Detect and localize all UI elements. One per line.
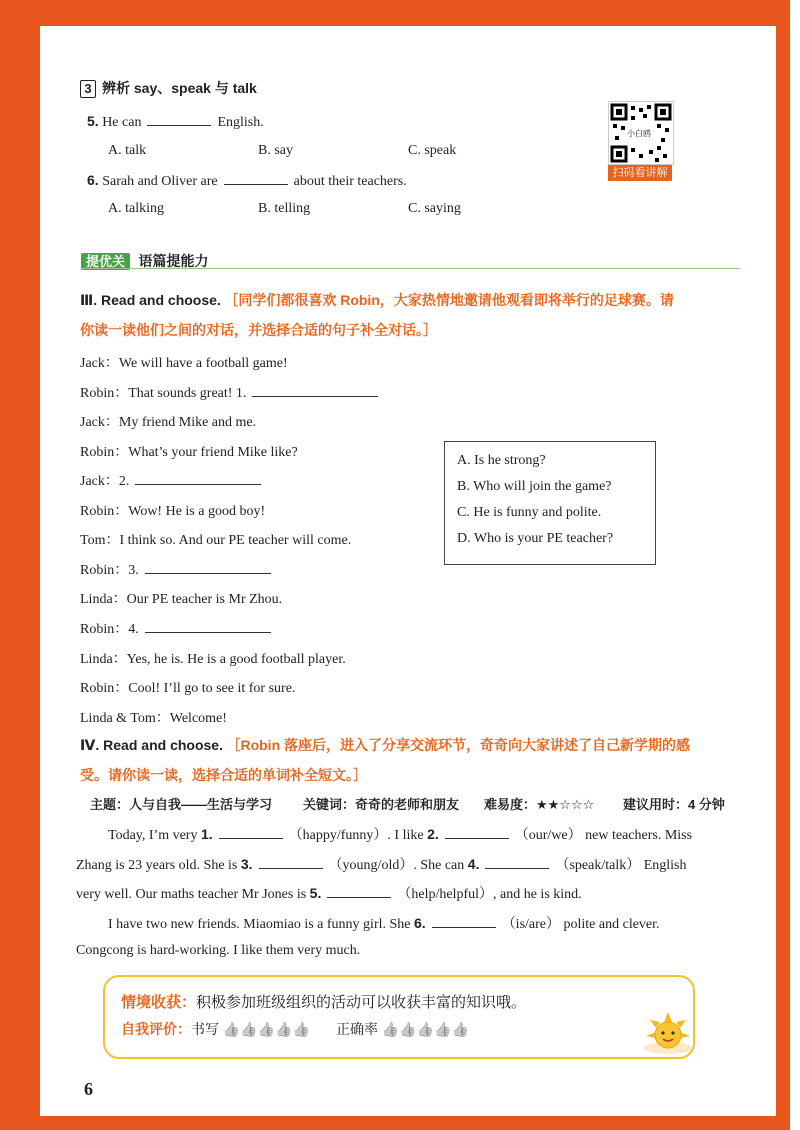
harvest-text: 积极参加班级组织的活动可以收获丰富的知识哦。 [196,994,527,1011]
dialogue-line: Tom：I think so. And our PE teacher will come. [80,533,352,548]
passage-text: Today, I’m very [108,828,201,843]
passage-line [108,824,692,844]
passage-line: Congcong is hard-working. I like them very much. [76,943,361,958]
passage-text: （our/we） new teachers. Miss [514,828,693,843]
dialogue-line: Linda：Yes, he is. He is a good football player. [80,652,346,667]
dialogue-line [80,559,277,579]
qr-code-icon[interactable] [608,101,674,165]
question-text: about their teachers. [293,174,407,189]
answer-blank[interactable] [445,826,509,839]
meta-time: 建议用时：4 分钟 [623,797,725,812]
passage-text: very well. Our maths teacher Mr Jones is [76,887,310,902]
writing-thumbs-icon[interactable]: 👍👍👍👍👍 [222,1021,311,1037]
answer-blank[interactable] [259,856,323,869]
accuracy-thumbs-icon[interactable]: 👍👍👍👍👍 [381,1021,470,1037]
q5-option-b[interactable]: B. say [258,143,293,158]
dialogue-line: Jack：My friend Mike and me. [80,415,257,430]
level-title: 语篇提能力 [138,253,209,269]
part3-instruction-line1 [80,290,674,310]
answer-blank[interactable] [135,472,261,485]
blank-number: 3. [240,856,253,872]
part3-instr2: 你读一读他们之间的对话，并选择合适的句子补全对话。］ [80,322,437,338]
answer-blank[interactable] [485,856,549,869]
answer-blank[interactable] [147,113,211,126]
q6-option-b[interactable]: B. telling [258,201,311,216]
meta-keywords: 关键词：奇奇的老师和朋友 [303,797,460,812]
question-number: 5. [87,113,99,129]
section3-number: 3 [80,80,96,98]
option-a[interactable]: A. Is he strong? [457,453,546,468]
self-eval-label: 自我评价： [121,1021,191,1037]
blank-number: 1. [200,826,213,842]
option-d[interactable]: D. Who is your PE teacher? [457,531,614,546]
orange-frame-top [0,0,790,26]
accuracy-label: 正确率 [335,1021,378,1037]
sun-mascot-icon [642,1010,694,1056]
passage-text: （speak/talk） English [555,858,687,873]
blank-number: 6. [414,915,426,931]
writing-label: 书写 [191,1021,219,1037]
passage-line [76,854,687,874]
part4-instr1: ［Robin 落座后，进入了分享交流环节，奇奇向大家讲述了自己新学期的感 [226,737,691,753]
dialogue-line: Robin：Wow! He is a good boy! [80,504,266,519]
qr-label: 扫码看讲解 [608,165,672,181]
part3-instr1: ［同学们都很喜欢 Robin，大家热情地邀请他观看即将举行的足球赛。请 [224,292,674,308]
section-divider [80,268,740,269]
dialogue-text: Robin：3. [80,563,139,578]
passage-text: I have two new friends. Miaomiao is a funny girl. She [108,917,414,932]
answer-blank[interactable] [252,384,378,397]
answer-blank[interactable] [432,915,496,928]
dialogue-line [80,382,384,402]
q6-option-c[interactable]: C. saying [408,201,461,216]
section3-title: 辨析 say、speak 与 talk [102,80,257,96]
answer-blank[interactable] [224,172,288,185]
blank-number: 5. [309,885,322,901]
meta-theme: 主题：人与自我——生活与学习 [90,797,273,812]
passage-text: （is/are） polite and clever. [501,917,660,932]
meta-difficulty: 难易度：★★☆☆☆ [484,797,595,812]
blank-number: 2. [427,826,439,842]
q6-option-a[interactable]: A. talking [108,201,164,216]
section3-heading [80,78,257,98]
harvest-box [103,975,695,1059]
passage-text: （young/old）. She can [328,858,468,873]
part4-instruction-line1 [80,735,690,755]
dialogue-line: Linda：Our PE teacher is Mr Zhou. [80,592,283,607]
passage-line [108,913,660,933]
option-b[interactable]: B. Who will join the game? [457,479,612,494]
question-text: He can [102,115,142,130]
option-c[interactable]: C. He is funny and polite. [457,505,602,520]
dialogue-text: Robin：That sounds great! 1. [80,386,247,401]
dialogue-line [80,618,277,638]
question-6 [87,172,407,190]
question-text: English. [217,115,264,130]
dialogue-text: Jack：2. [80,474,130,489]
self-eval-line [121,1019,469,1039]
orange-frame-right [776,0,790,1130]
qr-center-label: 小白鸥 [627,129,651,138]
dialogue-line [80,470,267,490]
answer-blank[interactable] [145,620,271,633]
part3-heading: Ⅲ. Read and choose. [80,292,221,308]
answer-blank[interactable] [145,561,271,574]
q5-option-c[interactable]: C. speak [408,143,457,158]
blank-number: 4. [467,856,480,872]
question-text: Sarah and Oliver are [102,174,218,189]
level-tag: 提优关 [81,253,130,270]
harvest-label: 情境收获： [121,994,197,1011]
dialogue-line: Jack：We will have a football game! [80,356,288,371]
dialogue-line: Robin：Cool! I’ll go to see it for sure. [80,681,296,696]
dialogue-line: Linda & Tom：Welcome! [80,711,227,726]
harvest-line [121,991,526,1012]
question-number: 6. [87,172,99,188]
part4-heading: Ⅳ. Read and choose. [80,737,223,753]
passage-text: （happy/funny）. I like [288,828,428,843]
answer-blank[interactable] [327,885,391,898]
passage-text: Zhang is 23 years old. She is [76,858,241,873]
orange-frame-bottom [0,1116,790,1130]
dialogue-line: Robin：What’s your friend Mike like? [80,445,298,460]
answer-blank[interactable] [219,826,283,839]
dialogue-text: Robin：4. [80,622,139,637]
q5-option-a[interactable]: A. talk [108,143,147,158]
page-number: 6 [84,1079,93,1099]
passage-line [76,883,582,903]
orange-frame-left [0,0,40,1130]
options-box [444,441,656,565]
question-5 [87,113,264,131]
passage-text: （help/helpful）, and he is kind. [397,887,582,902]
part4-instr2: 受。请你读一读，选择合适的单词补全短文。］ [80,767,367,783]
